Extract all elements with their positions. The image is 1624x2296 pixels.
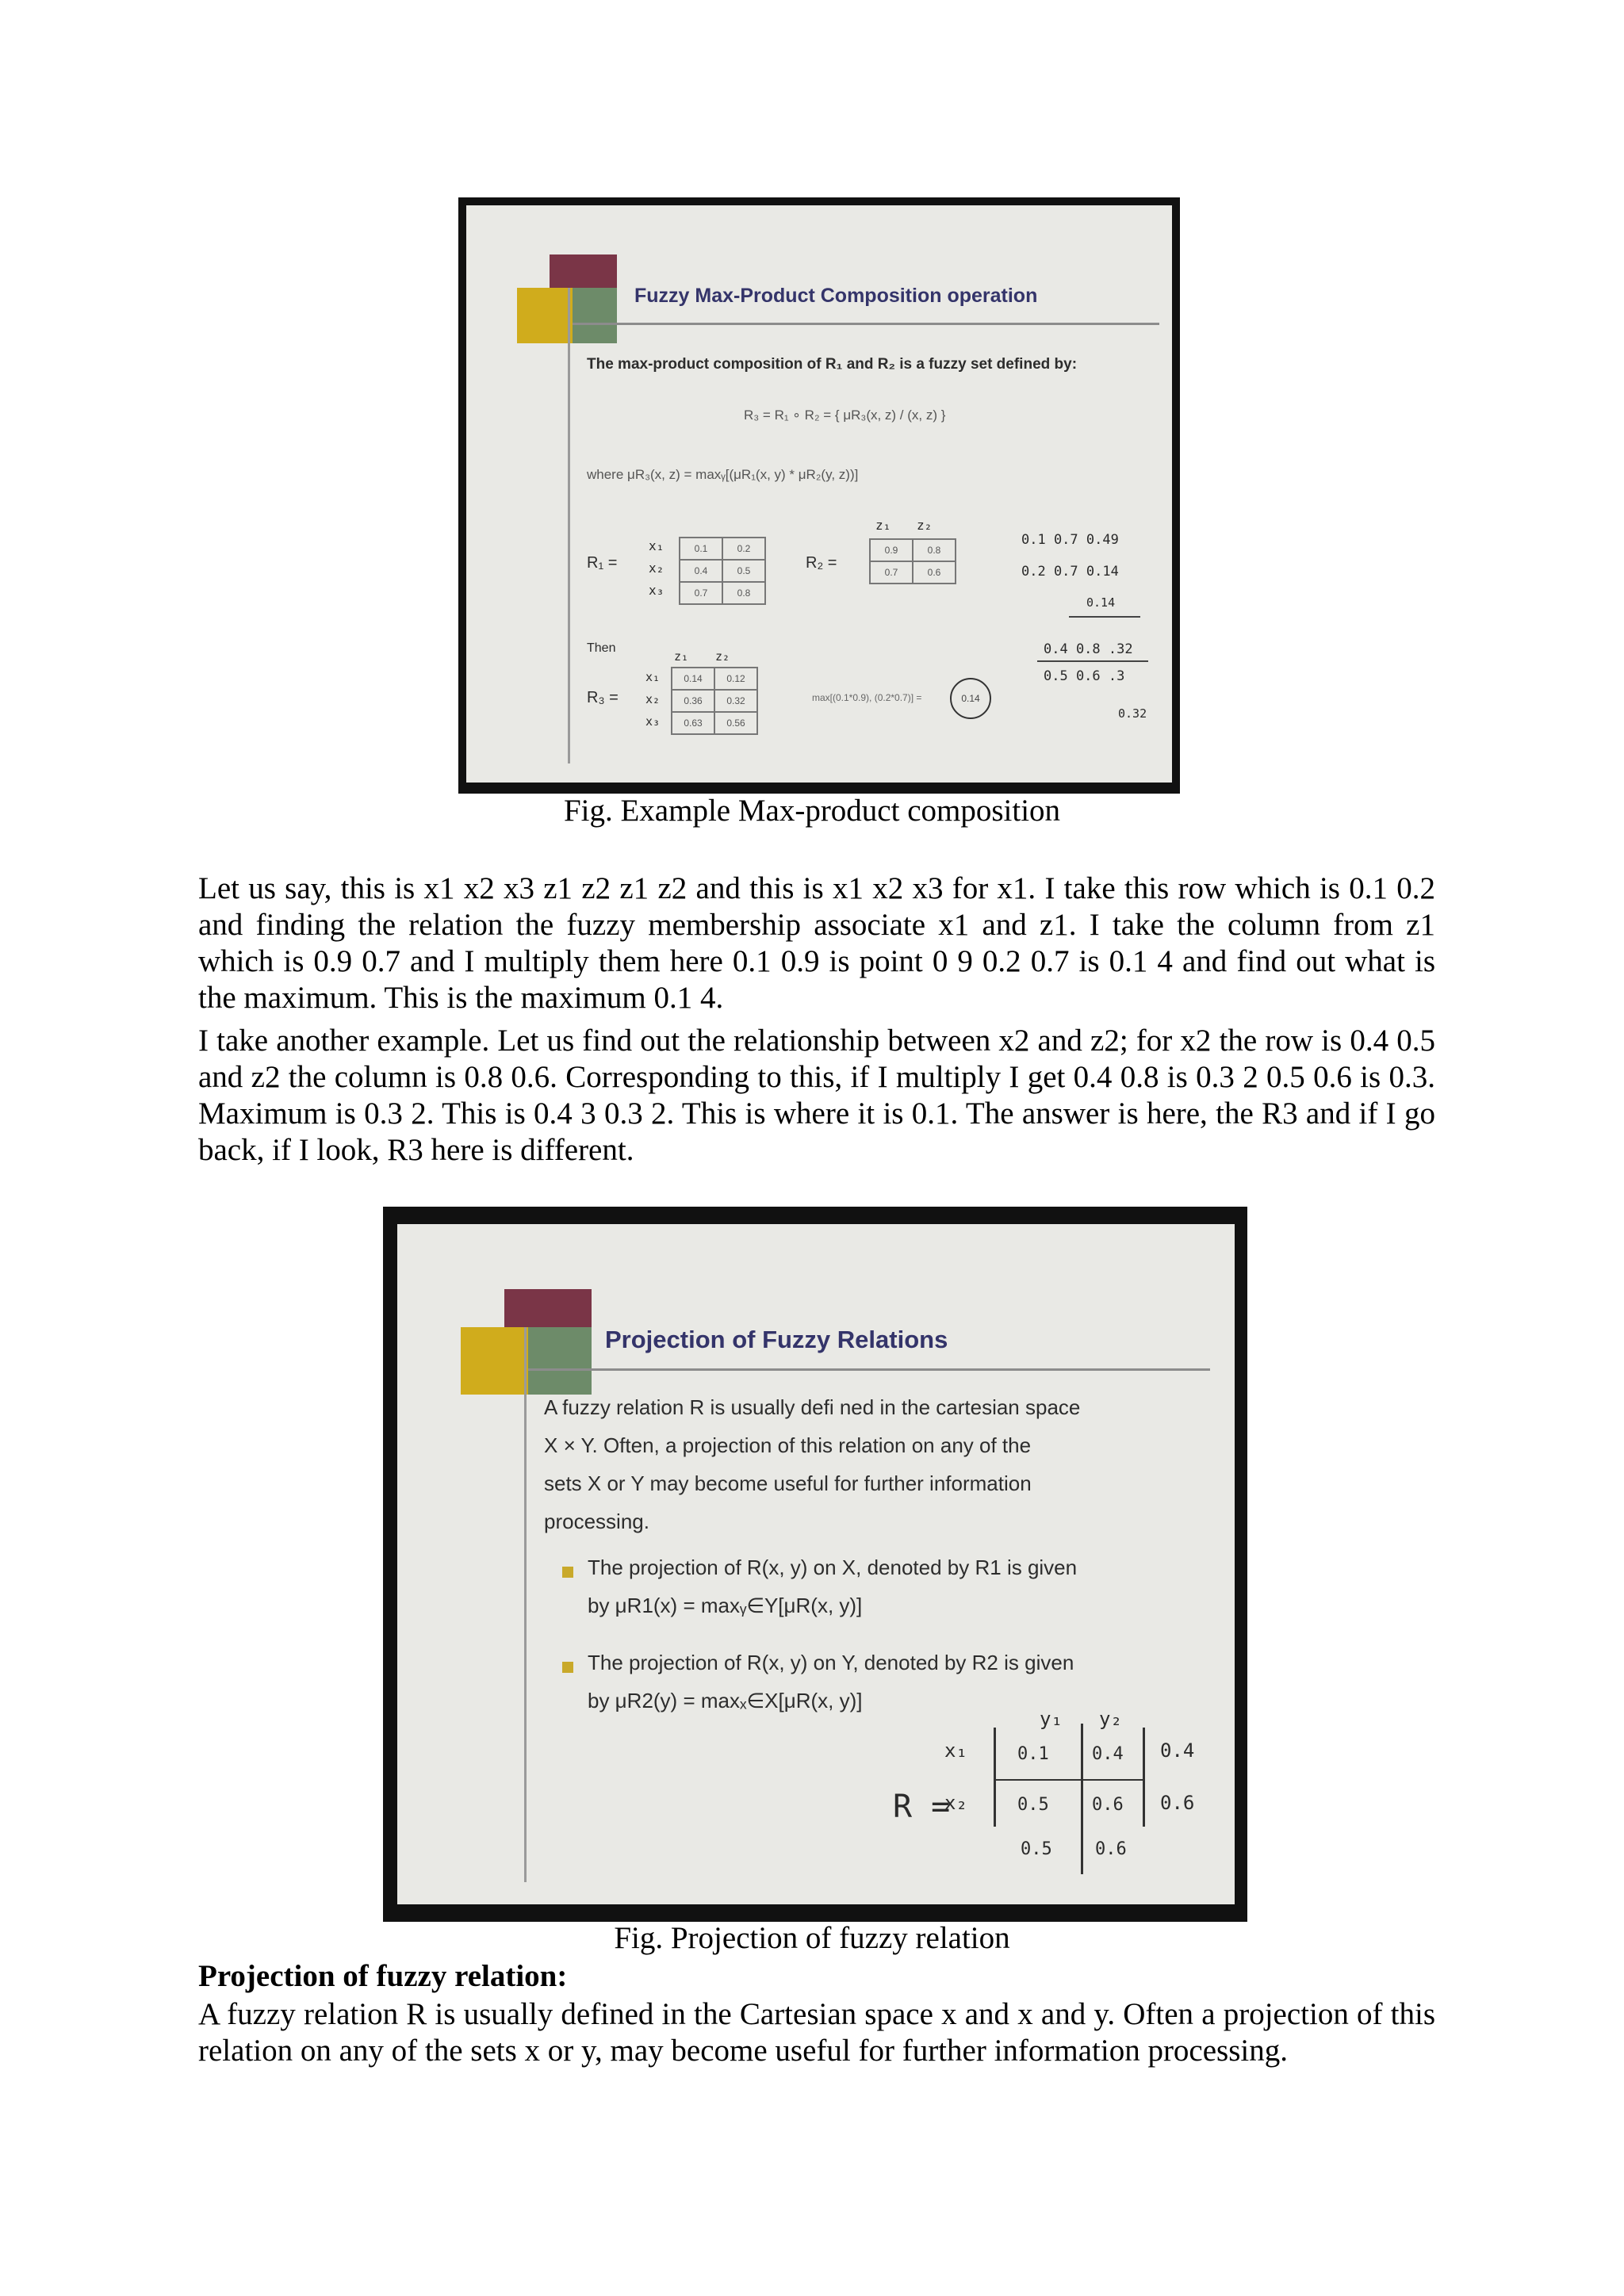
r2-cell: 0.8 (913, 539, 956, 561)
composition-formula: R₃ = R₁ ∘ R₂ = { μR₃(x, z) / (x, z) } (744, 408, 946, 423)
hand-note: 0.5 0.6 .3 (1044, 668, 1125, 684)
figure1-caption: Fig. Example Max-product composition (563, 794, 1061, 828)
paragraph-2: I take another example. Let us find out the relationship between x2 and z2; for x2 the row is 0.4 0.5 and z2 the column is 0.8 0.6. Corresponding to this, if I multiply I get 0.4 0.8 is 0.3 2 0.5 0.6 is 0.3. Maximum is 0.3 2. This is 0.4 3 0.3 2. This is where it is 0.1. The answer is here, the R3 and if I go back, if I look, R3 here is different. (198, 1024, 1435, 1167)
body-line: processing. (544, 1510, 649, 1533)
slide-decoration-yellow (461, 1327, 528, 1395)
r3-col-z1: z₁ (674, 649, 689, 664)
r2-cell: 0.7 (870, 561, 913, 584)
composition-intro: The max-product composition of R₁ and R₂ is a fuzzy set defined by: (587, 356, 1078, 373)
hand-note: 0.4 0.8 .32 (1044, 641, 1133, 657)
r3-row-x1: x₁ (645, 670, 661, 684)
r1-label: R₁ = (587, 554, 618, 572)
left-rule (568, 288, 570, 763)
r1-cell: 0.4 (680, 560, 722, 582)
r1-cell: 0.2 (722, 538, 765, 560)
hand-cell: 0.5 (1017, 1795, 1049, 1815)
hand-note: 0.1 0.7 0.49 (1021, 532, 1119, 548)
slide-title: Projection of Fuzzy Relations (605, 1326, 948, 1353)
left-rule (524, 1327, 527, 1882)
paragraph-3: A fuzzy relation R is usually defined in the Cartesian space x and x and y. Often a projection of this relation on any of the sets x or y, may become useful for further information processing. (198, 1997, 1435, 2068)
hand-col-y2: y₂ (1099, 1708, 1122, 1730)
hand-note: 0.32 (1118, 706, 1147, 721)
r2-cell: 0.6 (913, 561, 956, 584)
hand-cell: 0.4 (1092, 1744, 1124, 1764)
section-heading: Projection of fuzzy relation: (198, 1959, 568, 1993)
title-underline (528, 1368, 1210, 1371)
slide-decoration-yellow (517, 288, 573, 343)
hand-bracket-right (1143, 1728, 1145, 1827)
r1-cell: 0.5 (722, 560, 765, 582)
max-expression: max[(0.1*0.9), (0.2*0.7)] = (812, 692, 922, 703)
r3-matrix (671, 667, 758, 735)
slide-decoration-red (550, 254, 617, 290)
hand-col-y1: y₁ (1040, 1708, 1063, 1730)
slide-max-product (466, 205, 1172, 783)
r3-cell: 0.36 (672, 690, 714, 712)
bullet2-line: by μR2(y) = maxₓ∈X[μR(x, y)] (588, 1689, 863, 1712)
hand-row-max: 0.4 (1160, 1739, 1195, 1762)
bullet2-line: The projection of R(x, y) on Y, denoted by R2 is given (588, 1651, 1074, 1674)
r3-cell: 0.56 (714, 712, 757, 734)
bullet1-line: by μR1(x) = maxᵧ∈Y[μR(x, y)] (588, 1594, 863, 1617)
slide-decoration-green (573, 288, 617, 343)
slide-decoration-red (504, 1289, 592, 1333)
hand-underline (1037, 660, 1148, 662)
body-line: X × Y. Often, a projection of this relation on any of the (544, 1433, 1032, 1457)
figure2-caption: Fig. Projection of fuzzy relation (614, 1921, 1010, 1955)
hand-row-divider (994, 1779, 1144, 1781)
hand-cell: 0.1 (1017, 1744, 1049, 1764)
max-result-circled: 0.14 (950, 678, 991, 719)
then-label: Then (587, 641, 616, 655)
r2-col-z2: z₂ (917, 518, 933, 533)
hand-note: 0.14 (1086, 595, 1116, 610)
r3-label: R₃ = (587, 689, 619, 706)
r2-cell: 0.9 (870, 539, 913, 561)
slide-title: Fuzzy Max-Product Composition operation (634, 285, 1038, 307)
hand-col-max: 0.6 (1095, 1839, 1127, 1859)
hand-row-max: 0.6 (1160, 1792, 1195, 1814)
r1-row-x1: x₁ (649, 538, 665, 553)
r1-cell: 0.8 (722, 582, 765, 604)
figure-max-product (458, 197, 1180, 794)
hand-underline (1069, 616, 1140, 618)
r2-col-z1: z₁ (875, 518, 891, 533)
hand-cell: 0.6 (1092, 1795, 1124, 1815)
r3-row-x3: x₃ (645, 714, 661, 729)
hand-row-x2: x₂ (944, 1792, 967, 1814)
bullet-square-icon (562, 1567, 573, 1578)
slide-decoration-green (528, 1327, 592, 1395)
hand-divider (1081, 1724, 1083, 1874)
bullet1-line: The projection of R(x, y) on X, denoted by R1 is given (588, 1556, 1078, 1579)
r1-row-x2: x₂ (649, 561, 665, 576)
r2-label: R₂ = (806, 554, 837, 572)
r3-cell: 0.12 (714, 668, 757, 690)
where-line: where μR₃(x, z) = maxᵧ[(μR₁(x, y) * μR₂(y, z))] (587, 467, 859, 482)
hand-note: 0.2 0.7 0.14 (1021, 564, 1119, 580)
bullet-square-icon (562, 1662, 573, 1673)
r3-col-z2: z₂ (715, 649, 730, 664)
r3-cell: 0.32 (714, 690, 757, 712)
r3-cell: 0.14 (672, 668, 714, 690)
r3-row-x2: x₂ (645, 692, 661, 706)
paragraph-1: Let us say, this is x1 x2 x3 z1 z2 z1 z2 and this is x1 x2 x3 for x1. I take this row which is 0.1 0.2 and finding the relation the fuzzy membership associate x1 and z1. I take the column from z1 which is 0.9 0.7 and I multiply them here 0.1 0.9 is point 0 9 0.2 0.7 is 0.1 4 and find out what is the maximum. This is the maximum 0.1 4. (198, 871, 1435, 1015)
body-line: sets X or Y may become useful for further information (544, 1471, 1032, 1495)
r2-matrix (869, 538, 956, 584)
figure-projection (383, 1207, 1247, 1922)
title-underline (573, 323, 1159, 325)
body-line: A fuzzy relation R is usually defi ned in the cartesian space (544, 1395, 1081, 1419)
hand-r-label: R = (893, 1789, 951, 1825)
r1-row-x3: x₃ (649, 583, 665, 598)
hand-bracket-left (994, 1728, 996, 1827)
r1-cell: 0.7 (680, 582, 722, 604)
slide-projection (397, 1224, 1235, 1904)
hand-col-max: 0.5 (1021, 1839, 1052, 1859)
r3-cell: 0.63 (672, 712, 714, 734)
hand-row-x1: x₁ (944, 1739, 967, 1762)
r1-matrix (679, 537, 766, 605)
r1-cell: 0.1 (680, 538, 722, 560)
